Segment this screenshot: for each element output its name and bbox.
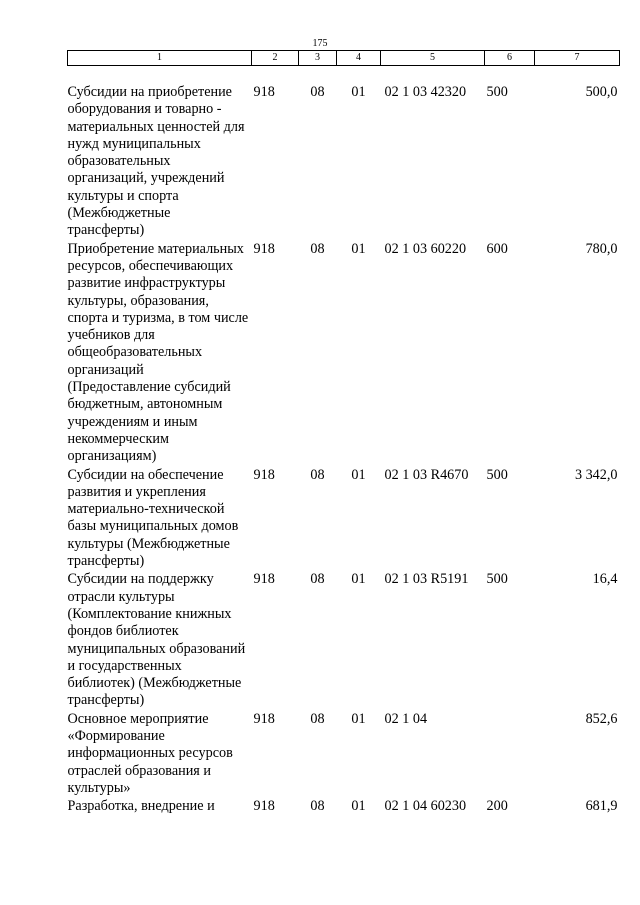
row-subsection-code: 01 <box>351 710 366 727</box>
table-row <box>68 710 620 797</box>
row-name: Основное мероприятие «Формирование информационных ресурсов отраслей образования и культуры» <box>67 710 233 796</box>
header-row <box>68 51 620 66</box>
row-subsection-code: 01 <box>351 240 366 257</box>
row-section-code: 08 <box>310 240 325 257</box>
row-expense-type: 500 <box>486 466 508 483</box>
header-col-5: 5 <box>381 51 485 66</box>
row-ministry-code: 918 <box>253 84 275 100</box>
header-col-2: 2 <box>252 51 299 66</box>
header-col-4: 4 <box>337 51 381 66</box>
row-subsection-code: 01 <box>351 798 366 815</box>
row-expense-type: 200 <box>486 798 508 815</box>
row-name: Субсидии на обеспечение развития и укрепления материально-технической базы муниципальных домов культуры (Межбюджетные трансферты) <box>67 466 239 570</box>
row-amount: 500,0 <box>585 84 618 100</box>
row-name: Приобретение материальных ресурсов, обеспечивающих развитие инфраструктуры культуры, образования, спорта и туризма, в том числе учебников для общеобразовательных организаций (Предоставление субсидий бюджетным, автономным учреждениям и иным некоммерческим организациям) <box>67 240 249 465</box>
header-col-7: 7 <box>535 51 620 66</box>
page-number: 175 <box>312 38 328 49</box>
row-target-article: 02 1 04 60230 <box>384 798 467 815</box>
row-section-code: 08 <box>310 84 325 100</box>
row-ministry-code: 918 <box>253 710 275 727</box>
row-name: Разработка, внедрение и <box>67 798 215 815</box>
table-row <box>68 570 620 709</box>
row-name: Субсидии на поддержку отрасли культуры (Комплектование книжных фондов библиотек муниципальных образований и государственных библиотек) (Межбюджетные трансферты) <box>67 571 246 709</box>
row-section-code: 08 <box>310 571 325 588</box>
row-amount: 681,9 <box>585 798 618 815</box>
row-expense-type: 500 <box>486 571 508 588</box>
row-amount: 3 342,0 <box>574 466 618 483</box>
row-subsection-code: 01 <box>351 571 366 588</box>
row-target-article: 02 1 03 42320 <box>384 84 467 100</box>
row-target-article: 02 1 03 60220 <box>384 240 467 257</box>
row-ministry-code: 918 <box>253 571 275 588</box>
row-ministry-code: 918 <box>253 466 275 483</box>
table-row <box>68 66 620 240</box>
row-amount: 780,0 <box>585 240 618 257</box>
row-target-article: 02 1 03 R4670 <box>384 466 469 483</box>
row-amount: 16,4 <box>592 571 618 588</box>
row-name: Субсидии на приобретение оборудования и товарно - материальных ценностей для нужд муниципальных образовательных организаций, учреждений культуры и спорта (Межбюджетные трансферты) <box>67 84 245 239</box>
row-expense-type <box>485 710 535 797</box>
row-subsection-code: 01 <box>351 466 366 483</box>
row-subsection-code: 01 <box>351 84 366 100</box>
row-target-article: 02 1 03 R5191 <box>384 571 469 588</box>
row-ministry-code: 918 <box>253 240 275 257</box>
row-expense-type: 600 <box>486 240 508 257</box>
budget-table <box>67 50 620 815</box>
table-row <box>68 240 620 466</box>
header-col-6: 6 <box>485 51 535 66</box>
row-amount: 852,6 <box>585 710 618 727</box>
row-expense-type: 500 <box>486 84 508 100</box>
row-target-article: 02 1 04 <box>384 710 428 727</box>
row-section-code: 08 <box>310 466 325 483</box>
table-row <box>68 797 620 815</box>
table-row <box>68 466 620 571</box>
header-col-3: 3 <box>299 51 337 66</box>
row-section-code: 08 <box>310 710 325 727</box>
header-col-1: 1 <box>68 51 252 66</box>
row-section-code: 08 <box>310 798 325 815</box>
row-ministry-code: 918 <box>253 798 275 815</box>
